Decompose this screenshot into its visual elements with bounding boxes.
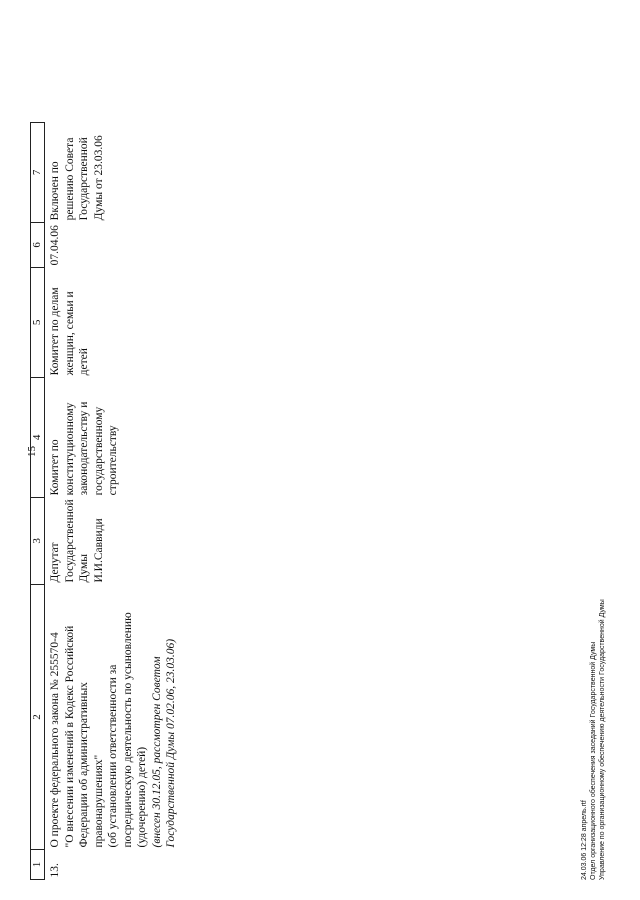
header-col-2: 2 xyxy=(31,585,45,850)
committee-line: конституционному xyxy=(63,402,76,496)
committee-line: законодательству и xyxy=(78,401,90,496)
table-row xyxy=(45,122,239,879)
author-line: Депутат xyxy=(49,542,61,583)
row-number: 13. xyxy=(45,850,239,880)
header-col-1: 1 xyxy=(31,850,45,880)
note-line: Государственной xyxy=(78,137,90,221)
review-date: 07.04.06 xyxy=(45,222,239,267)
agenda-table xyxy=(30,122,238,880)
description-line: правонарушениях" xyxy=(92,754,105,848)
bill-description xyxy=(45,585,239,850)
committee-line: Комитет по xyxy=(49,439,61,496)
note-line: Включен по xyxy=(49,161,61,221)
description-note-line: Государственной Думы 07.02.06, 23.03.06) xyxy=(165,638,177,848)
header-col-3: 3 xyxy=(31,497,45,584)
description-line: (удочерению) детей) xyxy=(136,746,148,848)
header-col-7: 7 xyxy=(31,122,45,222)
document-footer xyxy=(580,599,607,880)
footer-file-line: 24.03.06 12:28 апрель.rtf xyxy=(581,800,588,880)
author-line: И.И.Саввиди xyxy=(92,518,105,583)
footer-directorate-line: Управление по организационному обеспечению деятельности Государственной Думы xyxy=(599,599,606,880)
description-line: "О внесении изменений в Кодекс Российской xyxy=(63,625,76,848)
description-line: (об установлении ответственности за xyxy=(107,664,119,848)
coexecutor-line: детей xyxy=(78,348,90,376)
author-line: Думы xyxy=(78,554,90,583)
coexecutor-line: женщин, семьи и xyxy=(63,291,76,376)
committee-line: строительству xyxy=(107,425,119,496)
description-line: О проекте федерального закона № 255570-4 xyxy=(49,632,61,848)
coexecutor-committee xyxy=(45,267,239,377)
header-col-6: 6 xyxy=(31,222,45,267)
coexecutor-line: Комитет по делам xyxy=(49,287,61,376)
author-line: Государственной xyxy=(63,499,76,583)
description-line: Федерации об административных xyxy=(78,682,90,848)
description-line: посредническую деятельность по усыновлению xyxy=(121,612,134,848)
footer-department-line: Отдел организационного обеспечения заседаний Государственной Думы xyxy=(590,641,597,880)
header-col-4: 4 xyxy=(31,377,45,497)
description-note-line: (внесен 30.12.05, рассмотрен Советом xyxy=(150,656,163,848)
note-line: Думы от 23.03.06 xyxy=(92,135,105,221)
inclusion-note xyxy=(45,122,239,222)
note-line: решению Совета xyxy=(63,137,76,221)
header-col-5: 5 xyxy=(31,267,45,377)
header-row xyxy=(31,122,45,879)
bill-author xyxy=(45,497,239,584)
responsible-committee xyxy=(45,377,239,497)
page-number: 15 xyxy=(26,446,38,457)
committee-line: государственному xyxy=(92,406,105,496)
